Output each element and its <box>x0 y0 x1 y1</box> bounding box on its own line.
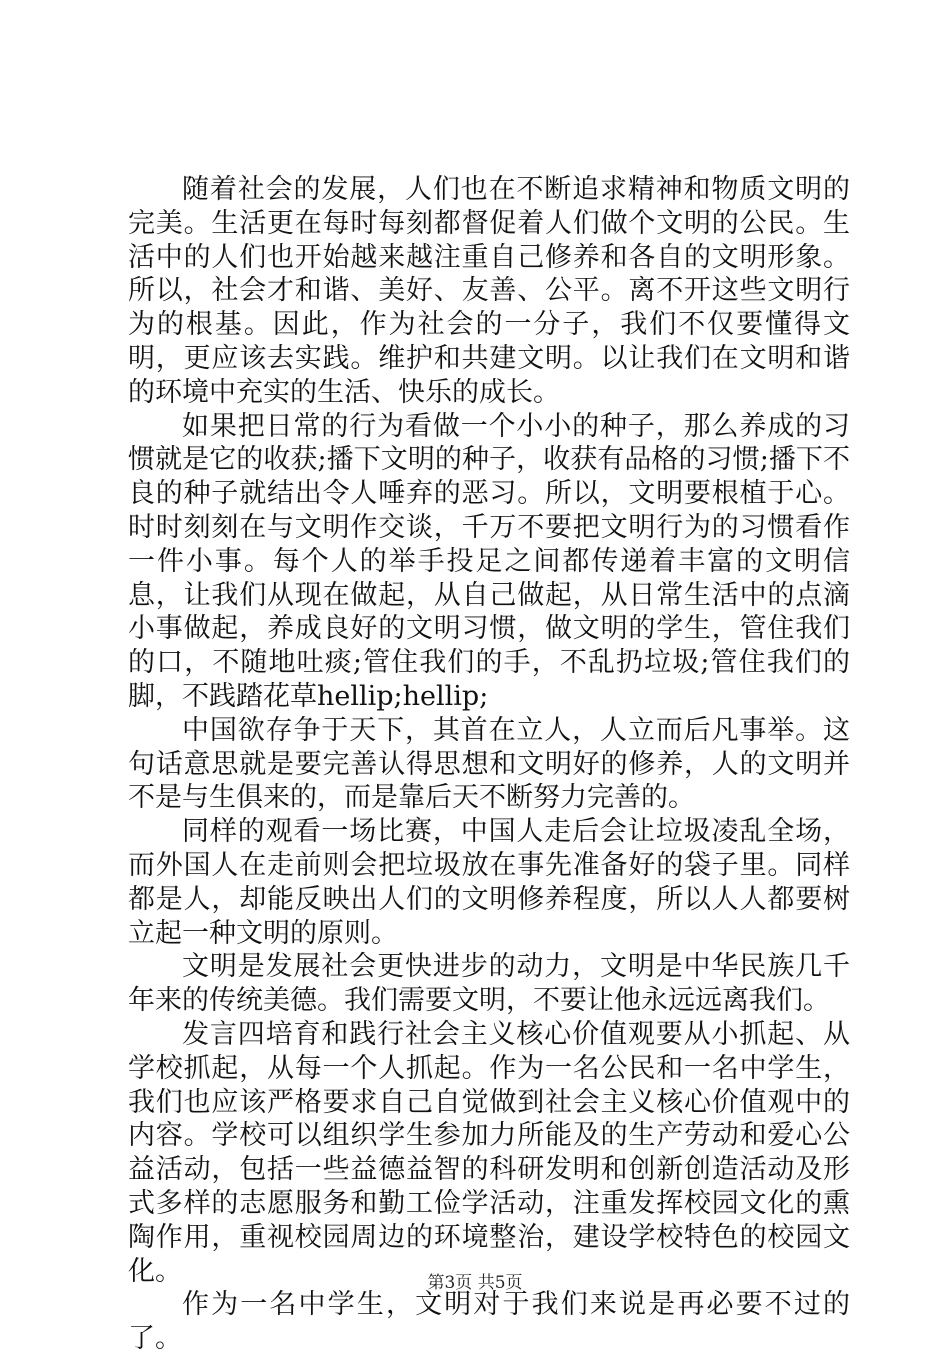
paragraph-2: 如果把日常的行为看做一个小小的种子，那么养成的习惯就是它的收获;播下文明的种子，收获有品格的习惯;播下不良的种子就结出令人唾弃的恶习。所以，文明要根植于心。时时刻刻在与文明作交谈，千万不要把文明行为的习惯看作一件小事。每个人的举手投足之间都传递着丰富的文明信息，让我们从现在做起，从自己做起，从日常生活中的点滴小事做起，养成良好的文明习惯，做文明的学生，管住我们的口，不随地吐痰;管住我们的手，不乱扔垃圾;管住我们的脚，不践踏花草hellip;hellip; <box>128 410 850 712</box>
paragraph-4: 同样的观看一场比赛，中国人走后会让垃圾凌乱全场，而外国人在走前则会把垃圾放在事先准备好的袋子里。同样都是人，却能反映出人们的文明修养程度，所以人人都要树立起一种文明的原则。 <box>128 816 850 949</box>
document-body <box>128 173 850 1356</box>
page-number-footer: 第3页 共5页 <box>427 1273 523 1293</box>
paragraph-6: 发言四培育和践行社会主义核心价值观要从小抓起、从学校抓起，从每一个人抓起。作为一名公民和一名中学生，我们也应该严格要求自己自觉做到社会主义核心价值观中的内容。学校可以组织学生参加力所能及的生产劳动和爱心公益活动，包括一些益德益智的科研发明和创新创造活动及形式多样的志愿服务和勤工俭学活动，注重发挥校园文化的熏陶作用，重视校园周边的环境整治，建设学校特色的校园文化。 <box>128 1018 850 1287</box>
paragraph-1: 随着社会的发展，人们也在不断追求精神和物质文明的完美。生活更在每时每刻都督促着人们做个文明的公民。生活中的人们也开始越来越注重自己修养和各自的文明形象。所以，社会才和谐、美好、友善、公平。离不开这些文明行为的根基。因此，作为社会的一分子，我们不仅要懂得文明，更应该去实践。维护和共建文明。以让我们在文明和谐的环境中充实的生活、快乐的成长。 <box>128 174 850 408</box>
paragraph-7: 作为一名中学生，文明对于我们来说是再必要不过的了。 <box>128 1289 850 1355</box>
paragraph-5: 文明是发展社会更快进步的动力，文明是中华民族几千年来的传统美德。我们需要文明，不要让他永远远离我们。 <box>128 951 850 1017</box>
paragraph-3: 中国欲存争于天下，其首在立人，人立而后凡事举。这句话意思就是要完善认得思想和文明好的修养，人的文明并不是与生俱来的，而是靠后天不断努力完善的。 <box>128 714 850 814</box>
